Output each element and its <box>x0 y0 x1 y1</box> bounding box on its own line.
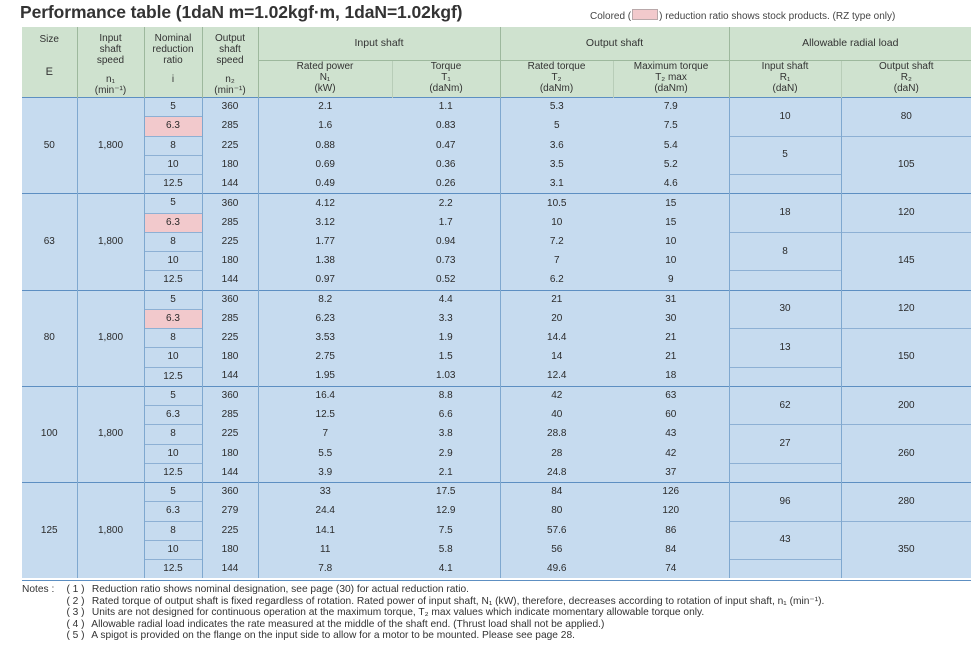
header-rated-torque <box>500 61 613 98</box>
rated-power-cell: 24.4 <box>258 502 392 521</box>
table-row <box>22 175 971 194</box>
header-output-speed-unit: (min⁻¹) <box>214 85 246 96</box>
header-input-speed-line1: Input <box>99 33 122 44</box>
note-number: ( 4 ) <box>66 618 85 630</box>
header-input-speed-line3: speed <box>96 55 125 66</box>
rated-torque-cell: 28 <box>500 444 613 463</box>
output-speed-cell: 144 <box>202 463 258 482</box>
header-torque-symbol: T₁ <box>441 72 451 83</box>
rated-power-cell: 7.8 <box>258 560 392 579</box>
radial-input-cell <box>729 367 841 386</box>
output-speed-cell: 225 <box>202 425 258 444</box>
max-torque-cell: 42 <box>613 444 729 463</box>
torque-cell: 1.7 <box>392 213 500 232</box>
radial-output-cell: 145 <box>841 232 971 290</box>
max-torque-cell: 10 <box>613 252 729 271</box>
rated-power-cell: 3.12 <box>258 213 392 232</box>
output-speed-cell: 180 <box>202 155 258 174</box>
ratio-cell: 8 <box>144 232 202 251</box>
ratio-cell: 6.3 <box>144 309 202 328</box>
max-torque-cell: 74 <box>613 560 729 579</box>
header-output-speed <box>202 27 258 98</box>
note-row <box>22 596 824 608</box>
output-speed-cell: 285 <box>202 117 258 136</box>
torque-cell: 4.4 <box>392 290 500 309</box>
torque-cell: 1.5 <box>392 348 500 367</box>
legend-text-after: ) reduction ratio shows stock products. (RZ type only) <box>659 11 896 22</box>
size-cell: 50 <box>22 98 77 194</box>
ratio-cell: 12.5 <box>144 175 202 194</box>
header-max-torque <box>613 61 729 98</box>
output-speed-cell: 285 <box>202 406 258 425</box>
output-speed-cell: 225 <box>202 136 258 155</box>
header-radial-output-unit: (daN) <box>893 83 919 94</box>
max-torque-cell: 5.2 <box>613 155 729 174</box>
torque-cell: 0.52 <box>392 271 500 290</box>
header-max-torque-label: Maximum torque <box>633 61 709 72</box>
ratio-cell: 8 <box>144 425 202 444</box>
torque-cell: 1.1 <box>392 98 500 117</box>
max-torque-cell: 7.5 <box>613 117 729 136</box>
rated-power-cell: 3.53 <box>258 329 392 348</box>
note-number: ( 5 ) <box>66 630 85 642</box>
header-radial-input-label: Input shaft <box>761 61 809 72</box>
header-rated-torque-symbol: T₂ <box>551 72 562 83</box>
header-rated-torque-unit: (daNm) <box>539 83 574 94</box>
radial-input-cell <box>729 175 841 194</box>
header-input-shaft: Input shaft <box>258 27 500 61</box>
ratio-cell: 8 <box>144 521 202 540</box>
output-speed-cell: 144 <box>202 367 258 386</box>
rated-power-cell: 1.95 <box>258 367 392 386</box>
radial-input-cell: 10 <box>729 98 841 137</box>
rated-torque-cell: 5 <box>500 117 613 136</box>
input-speed-cell: 1,800 <box>77 194 144 290</box>
max-torque-cell: 21 <box>613 348 729 367</box>
output-speed-cell: 285 <box>202 213 258 232</box>
max-torque-cell: 7.9 <box>613 98 729 117</box>
rated-power-cell: 7 <box>258 425 392 444</box>
table-row <box>22 463 971 482</box>
radial-output-cell: 120 <box>841 290 971 329</box>
notes-label: Notes : <box>22 584 55 595</box>
note-text: A spigot is provided on the flange on the input side to allow for a motor to be mounted. Please see page 28. <box>91 630 575 642</box>
header-size-label: Size <box>39 34 59 45</box>
max-torque-cell: 37 <box>613 463 729 482</box>
table-row <box>22 290 971 309</box>
radial-input-cell: 96 <box>729 483 841 522</box>
rated-torque-cell: 14.4 <box>500 329 613 348</box>
torque-cell: 1.9 <box>392 329 500 348</box>
rated-torque-cell: 5.3 <box>500 98 613 117</box>
rated-torque-cell: 10.5 <box>500 194 613 213</box>
header-radial-load: Allowable radial load <box>729 27 971 61</box>
note-number: ( 2 ) <box>66 595 85 607</box>
max-torque-cell: 84 <box>613 540 729 559</box>
torque-cell: 8.8 <box>392 386 500 405</box>
ratio-cell: 10 <box>144 348 202 367</box>
rated-power-cell: 4.12 <box>258 194 392 213</box>
rated-torque-cell: 3.6 <box>500 136 613 155</box>
header-output-shaft: Output shaft <box>500 27 729 61</box>
rated-power-cell: 8.2 <box>258 290 392 309</box>
rated-power-cell: 12.5 <box>258 406 392 425</box>
output-speed-cell: 144 <box>202 175 258 194</box>
radial-input-cell: 30 <box>729 290 841 329</box>
header-rated-power-symbol: N₁ <box>319 72 331 83</box>
rated-torque-cell: 10 <box>500 213 613 232</box>
note-row <box>22 584 824 596</box>
rated-power-cell: 11 <box>258 540 392 559</box>
notes-section <box>22 584 824 642</box>
page-title: Performance table (1daN m=1.02kgf·m, 1daN=1.02kgf) <box>20 2 463 22</box>
max-torque-cell: 86 <box>613 521 729 540</box>
output-speed-cell: 144 <box>202 560 258 579</box>
header-input-speed <box>77 27 144 98</box>
header-max-torque-symbol: T₂ max <box>655 72 687 83</box>
note-number: ( 1 ) <box>66 584 85 595</box>
radial-input-cell <box>729 271 841 290</box>
rated-power-cell: 6.23 <box>258 309 392 328</box>
header-output-speed-line3: speed <box>216 55 244 66</box>
note-text: Units are not designed for continuous operation at the maximum torque, T₂ max values which indicate momentary allowable torque only. <box>91 607 705 619</box>
rated-torque-cell: 6.2 <box>500 271 613 290</box>
torque-cell: 0.47 <box>392 136 500 155</box>
ratio-cell: 12.5 <box>144 367 202 386</box>
torque-cell: 5.8 <box>392 540 500 559</box>
header-radial-input-unit: (daN) <box>772 83 798 94</box>
stock-legend <box>590 9 895 22</box>
torque-cell: 2.9 <box>392 444 500 463</box>
radial-output-cell: 105 <box>841 136 971 194</box>
note-number: ( 3 ) <box>66 607 85 619</box>
ratio-cell: 6.3 <box>144 117 202 136</box>
ratio-cell: 10 <box>144 444 202 463</box>
header-rated-torque-label: Rated torque <box>527 61 586 72</box>
output-speed-cell: 360 <box>202 290 258 309</box>
table-row <box>22 386 971 405</box>
torque-cell: 2.2 <box>392 194 500 213</box>
radial-input-cell <box>729 463 841 482</box>
header-ratio <box>144 27 202 98</box>
header-ratio-line3: ratio <box>163 55 183 66</box>
table-bottom-rule <box>22 580 971 581</box>
rated-torque-cell: 49.6 <box>500 560 613 579</box>
legend-text-before: Colored ( <box>590 11 632 22</box>
table-row <box>22 271 971 290</box>
ratio-cell: 6.3 <box>144 213 202 232</box>
note-row <box>22 607 824 619</box>
radial-output-cell: 280 <box>841 483 971 522</box>
size-cell: 100 <box>22 386 77 482</box>
header-size-symbol: E <box>45 66 53 78</box>
ratio-cell: 5 <box>144 386 202 405</box>
rated-torque-cell: 12.4 <box>500 367 613 386</box>
header-radial-output <box>841 61 971 98</box>
table-row <box>22 329 971 348</box>
ratio-cell: 10 <box>144 540 202 559</box>
note-row <box>22 619 824 631</box>
max-torque-cell: 30 <box>613 309 729 328</box>
table-row <box>22 367 971 386</box>
max-torque-cell: 5.4 <box>613 136 729 155</box>
rated-power-cell: 14.1 <box>258 521 392 540</box>
torque-cell: 7.5 <box>392 521 500 540</box>
note-text: Rated torque of output shaft is fixed regardless of rotation. Rated power of input shaft, N₁ (kW), therefore, decreases according to rotation of input shaft, n₁ (min⁻¹). <box>91 595 825 607</box>
torque-cell: 0.94 <box>392 232 500 251</box>
ratio-cell: 6.3 <box>144 502 202 521</box>
header-rated-power-unit: (kW) <box>314 83 336 94</box>
rated-power-cell: 5.5 <box>258 444 392 463</box>
header-torque-unit: (daNm) <box>429 83 463 94</box>
table-row <box>22 98 971 117</box>
output-speed-cell: 360 <box>202 386 258 405</box>
output-speed-cell: 225 <box>202 232 258 251</box>
rated-torque-cell: 14 <box>500 348 613 367</box>
radial-input-cell: 43 <box>729 521 841 560</box>
max-torque-cell: 43 <box>613 425 729 444</box>
output-speed-cell: 360 <box>202 194 258 213</box>
radial-output-cell: 260 <box>841 425 971 483</box>
max-torque-cell: 9 <box>613 271 729 290</box>
note-row <box>22 630 824 642</box>
torque-cell: 0.36 <box>392 155 500 174</box>
rated-power-cell: 0.49 <box>258 175 392 194</box>
rated-torque-cell: 40 <box>500 406 613 425</box>
torque-cell: 0.26 <box>392 175 500 194</box>
input-speed-cell: 1,800 <box>77 386 144 482</box>
header-output-speed-line2: shaft <box>219 44 241 55</box>
ratio-cell: 5 <box>144 194 202 213</box>
header-input-speed-line2: shaft <box>99 44 122 55</box>
stock-color-swatch <box>632 9 658 20</box>
note-text: Allowable radial load indicates the rate measured at the middle of the shaft end. (Thrust load shall not be applied.) <box>91 618 605 630</box>
rated-torque-cell: 7.2 <box>500 232 613 251</box>
table-row <box>22 136 971 155</box>
rated-torque-cell: 57.6 <box>500 521 613 540</box>
torque-cell: 1.03 <box>392 367 500 386</box>
max-torque-cell: 120 <box>613 502 729 521</box>
table-body <box>22 98 971 579</box>
size-cell: 80 <box>22 290 77 386</box>
output-speed-cell: 180 <box>202 444 258 463</box>
radial-input-cell: 13 <box>729 329 841 368</box>
header-rated-power-label: Rated power <box>296 61 354 72</box>
radial-input-cell: 62 <box>729 386 841 425</box>
radial-input-cell: 27 <box>729 425 841 464</box>
max-torque-cell: 126 <box>613 483 729 502</box>
max-torque-cell: 4.6 <box>613 175 729 194</box>
rated-torque-cell: 42 <box>500 386 613 405</box>
table-row <box>22 232 971 251</box>
ratio-cell: 8 <box>144 329 202 348</box>
max-torque-cell: 31 <box>613 290 729 309</box>
output-speed-cell: 279 <box>202 502 258 521</box>
max-torque-cell: 15 <box>613 194 729 213</box>
table-row <box>22 560 971 579</box>
table-row <box>22 194 971 213</box>
rated-power-cell: 0.88 <box>258 136 392 155</box>
radial-input-cell: 18 <box>729 194 841 233</box>
radial-input-cell: 5 <box>729 136 841 175</box>
rated-power-cell: 1.38 <box>258 252 392 271</box>
torque-cell: 0.83 <box>392 117 500 136</box>
torque-cell: 2.1 <box>392 463 500 482</box>
header-radial-output-symbol: R₂ <box>900 72 912 83</box>
header-output-speed-symbol: n₂ <box>225 74 235 85</box>
radial-output-cell: 150 <box>841 329 971 387</box>
rated-torque-cell: 56 <box>500 540 613 559</box>
rated-power-cell: 2.75 <box>258 348 392 367</box>
rated-power-cell: 2.1 <box>258 98 392 117</box>
header-max-torque-unit: (daNm) <box>654 83 688 94</box>
max-torque-cell: 21 <box>613 329 729 348</box>
rated-power-cell: 1.77 <box>258 232 392 251</box>
header-radial-output-label: Output shaft <box>879 61 934 72</box>
max-torque-cell: 63 <box>613 386 729 405</box>
size-cell: 63 <box>22 194 77 290</box>
rated-torque-cell: 3.5 <box>500 155 613 174</box>
output-speed-cell: 180 <box>202 252 258 271</box>
torque-cell: 0.73 <box>392 252 500 271</box>
output-speed-cell: 180 <box>202 540 258 559</box>
rated-torque-cell: 3.1 <box>500 175 613 194</box>
ratio-cell: 5 <box>144 290 202 309</box>
rated-power-cell: 0.97 <box>258 271 392 290</box>
rated-torque-cell: 84 <box>500 483 613 502</box>
header-radial-input <box>729 61 841 98</box>
table-header <box>22 27 971 98</box>
output-speed-cell: 225 <box>202 329 258 348</box>
rated-torque-cell: 7 <box>500 252 613 271</box>
output-speed-cell: 360 <box>202 98 258 117</box>
ratio-cell: 6.3 <box>144 406 202 425</box>
table-row <box>22 521 971 540</box>
header-radial-input-symbol: R₁ <box>779 72 791 83</box>
torque-cell: 6.6 <box>392 406 500 425</box>
output-speed-cell: 225 <box>202 521 258 540</box>
header-ratio-line1: Nominal <box>154 33 192 44</box>
rated-torque-cell: 24.8 <box>500 463 613 482</box>
radial-output-cell: 80 <box>841 98 971 137</box>
max-torque-cell: 15 <box>613 213 729 232</box>
torque-cell: 4.1 <box>392 560 500 579</box>
rated-torque-cell: 21 <box>500 290 613 309</box>
header-torque <box>392 61 500 98</box>
rated-power-cell: 33 <box>258 483 392 502</box>
radial-output-cell: 200 <box>841 386 971 425</box>
radial-input-cell <box>729 560 841 579</box>
header-torque-label: Torque <box>430 61 462 72</box>
performance-table <box>22 27 971 578</box>
max-torque-cell: 60 <box>613 406 729 425</box>
input-speed-cell: 1,800 <box>77 290 144 386</box>
rated-power-cell: 0.69 <box>258 155 392 174</box>
ratio-cell: 10 <box>144 155 202 174</box>
ratio-cell: 10 <box>144 252 202 271</box>
header-input-speed-symbol: n₁ <box>106 74 115 85</box>
header-rated-power <box>258 61 392 98</box>
torque-cell: 3.8 <box>392 425 500 444</box>
ratio-cell: 5 <box>144 483 202 502</box>
note-text: Reduction ratio shows nominal designation, see page (30) for actual reduction ratio. <box>91 584 470 595</box>
rated-power-cell: 1.6 <box>258 117 392 136</box>
ratio-cell: 8 <box>144 136 202 155</box>
header-ratio-symbol: i <box>171 74 175 85</box>
radial-output-cell: 350 <box>841 521 971 578</box>
rated-power-cell: 16.4 <box>258 386 392 405</box>
ratio-cell: 12.5 <box>144 271 202 290</box>
header-size <box>22 27 77 98</box>
output-speed-cell: 180 <box>202 348 258 367</box>
torque-cell: 17.5 <box>392 483 500 502</box>
rated-torque-cell: 20 <box>500 309 613 328</box>
table-row <box>22 425 971 444</box>
input-speed-cell: 1,800 <box>77 483 144 579</box>
radial-output-cell: 120 <box>841 194 971 233</box>
rated-torque-cell: 80 <box>500 502 613 521</box>
rated-torque-cell: 28.8 <box>500 425 613 444</box>
max-torque-cell: 18 <box>613 367 729 386</box>
ratio-cell: 12.5 <box>144 463 202 482</box>
output-speed-cell: 360 <box>202 483 258 502</box>
header-ratio-line2: reduction <box>152 44 194 55</box>
output-speed-cell: 144 <box>202 271 258 290</box>
output-speed-cell: 285 <box>202 309 258 328</box>
input-speed-cell: 1,800 <box>77 98 144 194</box>
table-row <box>22 483 971 502</box>
radial-input-cell: 8 <box>729 232 841 271</box>
ratio-cell: 5 <box>144 98 202 117</box>
ratio-cell: 12.5 <box>144 560 202 579</box>
header-output-speed-line1: Output <box>214 33 246 44</box>
rated-power-cell: 3.9 <box>258 463 392 482</box>
size-cell: 125 <box>22 483 77 579</box>
torque-cell: 3.3 <box>392 309 500 328</box>
header-input-speed-unit: (min⁻¹) <box>94 85 127 96</box>
max-torque-cell: 10 <box>613 232 729 251</box>
torque-cell: 12.9 <box>392 502 500 521</box>
